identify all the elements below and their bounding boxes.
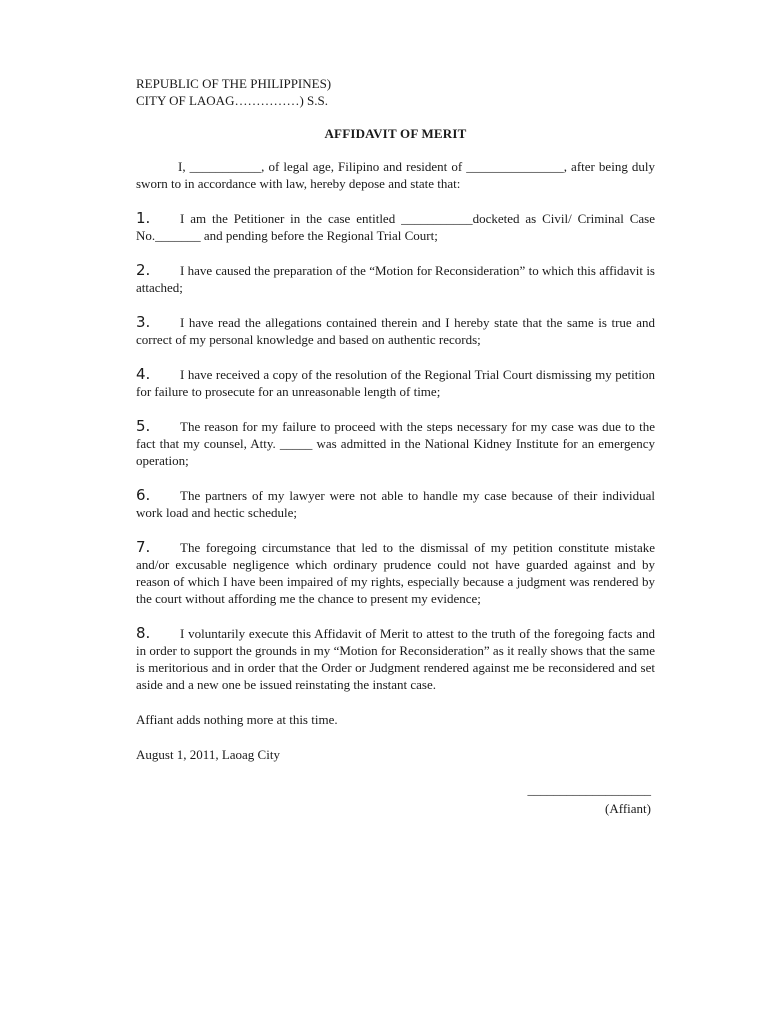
paragraph-text: The foregoing circumstance that led to the dismissal of my petition constitute mistake and/or excusable negligence which ordinary prudence could not have guarded against and by reason of which I have been impaired of my rights, especially because a judgment was rendered by the court without affording me the chance to present my evidence; bbox=[136, 540, 655, 606]
paragraph-5 bbox=[136, 418, 655, 469]
paragraph-7 bbox=[136, 539, 655, 607]
intro-paragraph: I, ___________, of legal age, Filipino and resident of _______________, after being duly sworn to in accordance with law, hereby depose and state that: bbox=[136, 159, 655, 191]
paragraph-number: 4. bbox=[136, 365, 151, 383]
paragraph-6 bbox=[136, 487, 655, 521]
paragraph-2 bbox=[136, 262, 655, 296]
document-title: AFFIDAVIT OF MERIT bbox=[324, 126, 467, 141]
paragraph-number: 6. bbox=[136, 486, 151, 504]
paragraph-text: I have read the allegations contained therein and I hereby state that the same is true and correct of my personal knowledge and based on authentic records; bbox=[136, 315, 655, 347]
paragraph-1 bbox=[136, 210, 655, 244]
paragraph-text: I have received a copy of the resolution of the Regional Trial Court dismissing my petition for failure to prosecute for an unreasonable length of time; bbox=[136, 367, 655, 399]
paragraph-4 bbox=[136, 366, 655, 400]
paragraph-text: The reason for my failure to proceed with the steps necessary for my case was due to the fact that my counsel, Atty. _____ was admitted in the National Kidney Institute for an emergency operation; bbox=[136, 419, 655, 468]
paragraph-number: 1. bbox=[136, 209, 151, 227]
paragraph-number: 8. bbox=[136, 624, 151, 642]
paragraph-text: The partners of my lawyer were not able to handle my case because of their individual work load and hectic schedule; bbox=[136, 488, 655, 520]
signature-block bbox=[136, 781, 651, 798]
closing-statement: Affiant adds nothing more at this time. bbox=[136, 712, 338, 727]
paragraph-number: 2. bbox=[136, 261, 151, 279]
affidavit-document bbox=[136, 75, 655, 817]
venue-line-2: CITY OF LAOAG……………) S.S. bbox=[136, 93, 328, 108]
paragraph-text: I have caused the preparation of the “Motion for Reconsideration” to which this affidavit is attached; bbox=[136, 263, 655, 295]
paragraph-text: I voluntarily execute this Affidavit of Merit to attest to the truth of the foregoing facts and in order to support the grounds in my “Motion for Reconsideration” as it really shows that the same is meritorious and in order that the Order or Judgment rendered against me be reconsidered and set aside and a new one be issued reinstating the instant case. bbox=[136, 626, 655, 692]
paragraph-number: 7. bbox=[136, 538, 151, 556]
paragraph-number: 3. bbox=[136, 313, 151, 331]
paragraph-8 bbox=[136, 625, 655, 693]
numbered-paragraphs bbox=[136, 210, 655, 693]
dateline: August 1, 2011, Laoag City bbox=[136, 747, 280, 762]
signature-line: ___________________ bbox=[527, 782, 651, 797]
venue-line-1: REPUBLIC OF THE PHILIPPINES) bbox=[136, 76, 332, 91]
paragraph-3 bbox=[136, 314, 655, 348]
affiant-label: (Affiant) bbox=[605, 801, 651, 816]
paragraph-text: I am the Petitioner in the case entitled ___________docketed as Civil/ Criminal Case No._______ and pending before the Regional Trial Court; bbox=[136, 211, 655, 243]
paragraph-number: 5. bbox=[136, 417, 151, 435]
